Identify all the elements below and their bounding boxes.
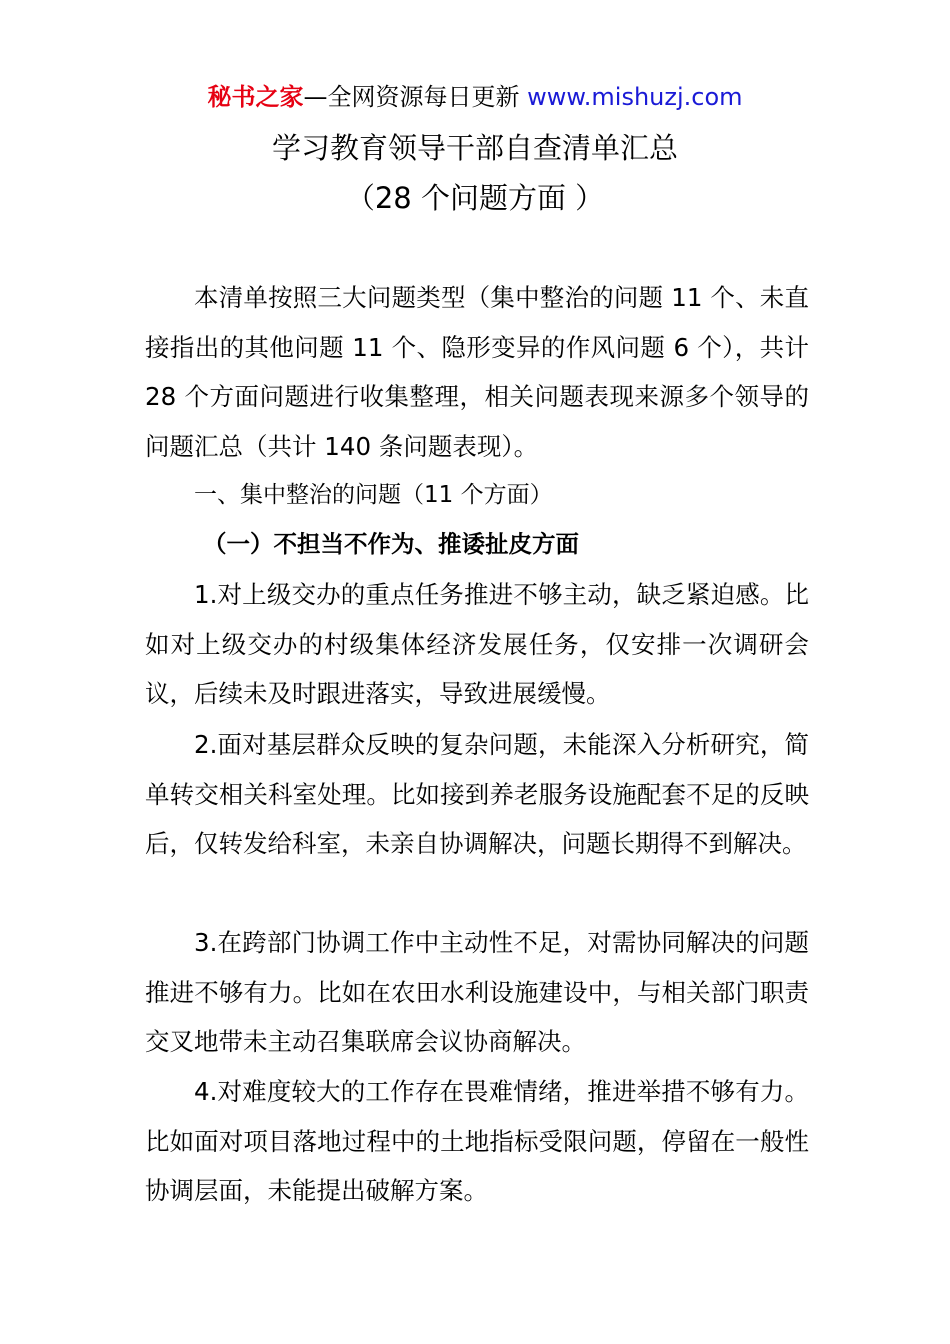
banner-brand: 秘书之家 [207, 83, 304, 111]
list-item: 1.对上级交办的重点任务推进不够主动，缺乏紧迫感。比如对上级交办的村级集体经济发展任务，仅安排一次调研会议，后续未及时跟进落实，导致进展缓慢。 [145, 580, 809, 708]
banner-slogan: —全网资源每日更新 [303, 83, 528, 111]
document-title: 学习教育领导干部自查清单汇总 [271, 131, 678, 165]
intro-paragraph: 本清单按照三大问题类型（集中整治的问题 11 个、未直接指出的其他问题 11 个、隐形变异的作风问题 6 个），共计 28 个方面问题进行收集整理，相关问题表现来源多个领导的问题汇总（共计 140 条问题表现）。 [145, 283, 809, 461]
list-item: 2.面对基层群众反映的复杂问题，未能深入分析研究，简单转交相关科室处理。比如接到养老服务设施配套不足的反映后，仅转发给科室，未亲自协调解决，问题长期得不到解决。 [145, 730, 809, 858]
subsection-heading: （一）不担当不作为、推诿扯皮方面 [203, 530, 579, 558]
document-subtitle: （28 个问题方面 ） [345, 181, 605, 215]
section-heading: 一、集中整治的问题（11 个方面） [194, 482, 553, 508]
list-item: 4.对难度较大的工作存在畏难情绪，推进举措不够有力。比如面对项目落地过程中的土地指标受限问题，停留在一般性协调层面，未能提出破解方案。 [145, 1077, 809, 1205]
banner-url-link[interactable]: www.mishuzj.com [527, 83, 743, 111]
site-banner [0, 80, 950, 114]
list-item: 3.在跨部门协调工作中主动性不足，对需协同解决的问题推进不够有力。比如在农田水利设施建设中，与相关部门职责交叉地带未主动召集联席会议协商解决。 [145, 928, 809, 1056]
